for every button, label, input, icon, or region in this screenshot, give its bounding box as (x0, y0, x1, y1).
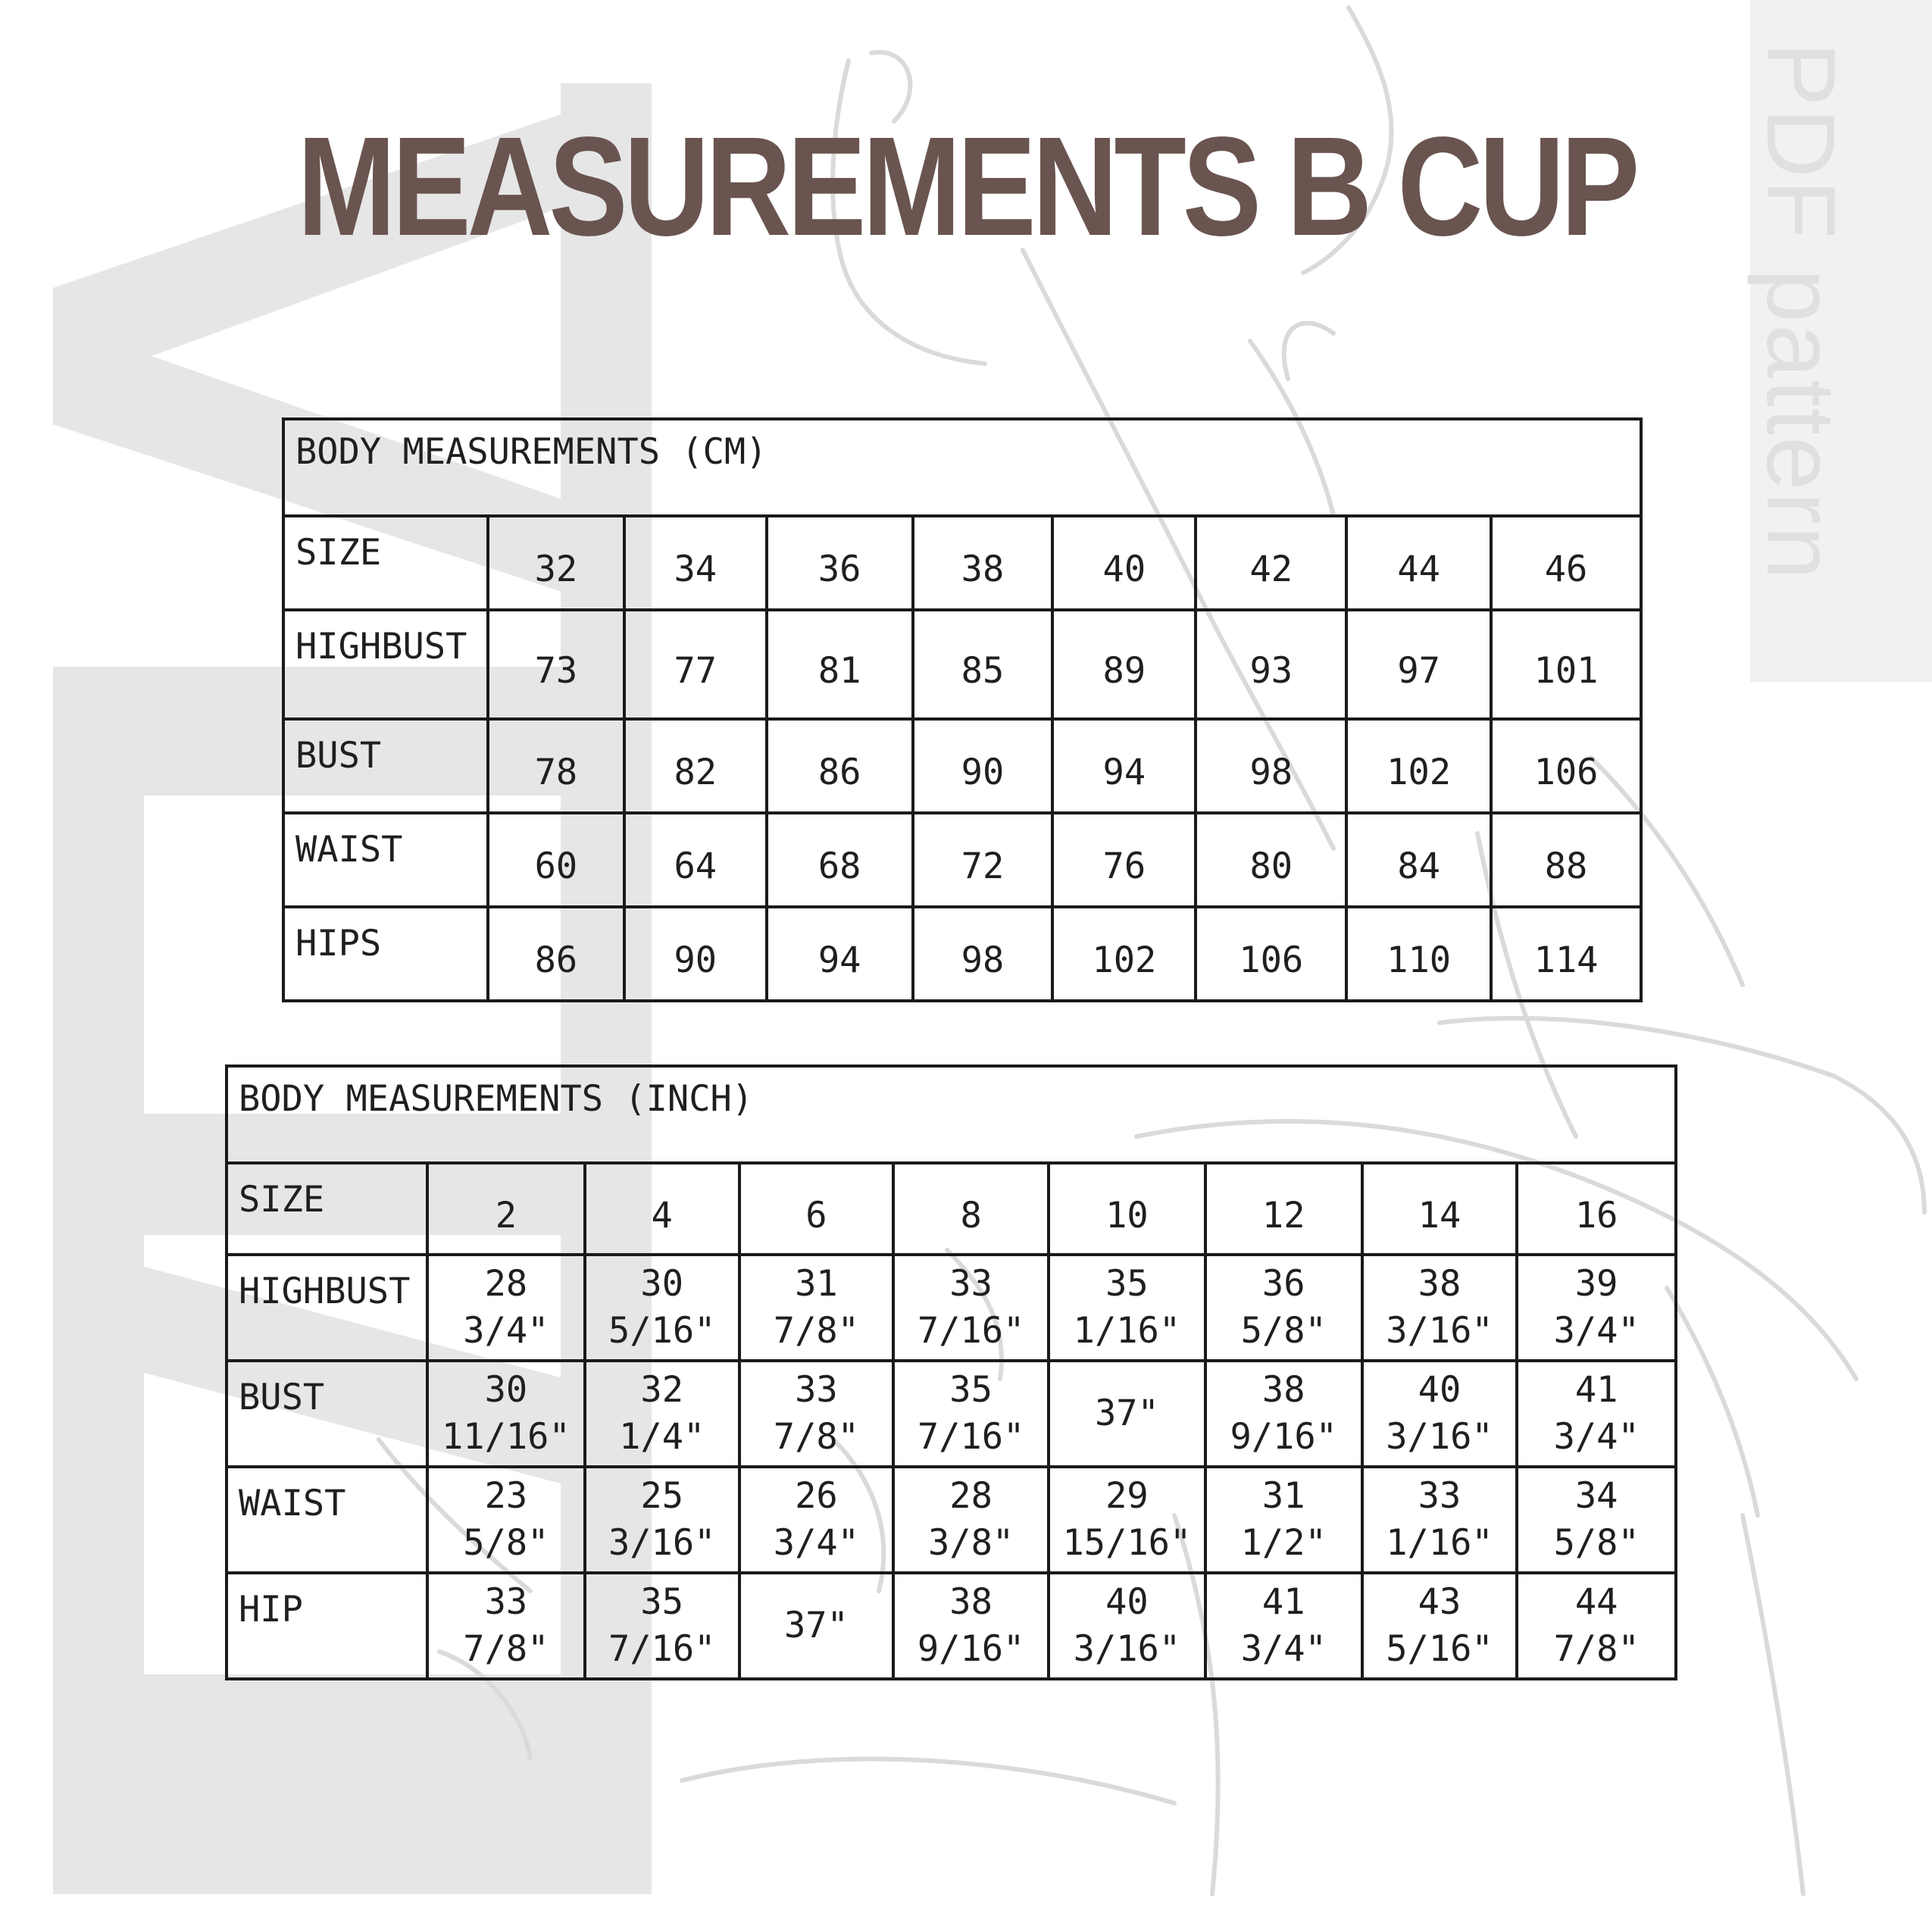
table-cell: 31 1/2" (1205, 1467, 1362, 1573)
table-cell: 98 (913, 907, 1053, 1001)
table-cell: 39 3/4" (1517, 1255, 1676, 1361)
table-cell: 36 (767, 516, 913, 610)
table-cell: 38 3/16" (1362, 1255, 1518, 1361)
table-cell: 34 5/8" (1517, 1467, 1676, 1573)
body-measurements-inch-table (225, 1064, 1677, 1680)
table-cell: 89 (1052, 610, 1196, 719)
table-cell: 73 (488, 610, 624, 719)
table-cell: 26 3/4" (739, 1467, 894, 1573)
table-cell: 28 3/4" (427, 1255, 585, 1361)
table-cell: 106 (1491, 719, 1641, 813)
table-row (283, 813, 1641, 907)
table-cell: 30 11/16" (427, 1361, 585, 1467)
table-cell: 84 (1346, 813, 1491, 907)
body-measurements-cm-table (282, 417, 1643, 1002)
table-row (283, 610, 1641, 719)
table-cell: 102 (1346, 719, 1491, 813)
table-cell: 41 3/4" (1205, 1573, 1362, 1679)
table-cell: 30 5/16" (585, 1255, 739, 1361)
page-title: MEASUREMENTS B CUP (297, 108, 1637, 265)
table-cell: 114 (1491, 907, 1641, 1001)
table-cell: 98 (1196, 719, 1346, 813)
table-cell: 72 (913, 813, 1053, 907)
row-label: HIPS (283, 907, 488, 1001)
table-cell: 35 1/16" (1049, 1255, 1205, 1361)
table-cell: 93 (1196, 610, 1346, 719)
table-row (227, 1255, 1676, 1361)
table-cell: 94 (1052, 719, 1196, 813)
table-cell: 40 (1052, 516, 1196, 610)
table-caption: BODY MEASUREMENTS (INCH) (227, 1066, 1676, 1163)
row-label: BUST (227, 1361, 427, 1467)
row-label: BUST (283, 719, 488, 813)
table-caption: BODY MEASUREMENTS (CM) (283, 419, 1641, 516)
table-cell: 85 (913, 610, 1053, 719)
table-cell: 43 5/16" (1362, 1573, 1518, 1679)
table-row (227, 1573, 1676, 1679)
table-cell: 82 (624, 719, 767, 813)
table-cell: 94 (767, 907, 913, 1001)
table-cell: 86 (488, 907, 624, 1001)
table-cell: 44 7/8" (1517, 1573, 1676, 1679)
table-cell: 46 (1491, 516, 1641, 610)
table-cell: 81 (767, 610, 913, 719)
table-cell: 44 (1346, 516, 1491, 610)
table-cell: 76 (1052, 813, 1196, 907)
table-cell: 68 (767, 813, 913, 907)
table-cell: 88 (1491, 813, 1641, 907)
table-row (227, 1467, 1676, 1573)
table-cell: 86 (767, 719, 913, 813)
table-cell: 97 (1346, 610, 1491, 719)
table-cell: 37" (1049, 1361, 1205, 1467)
table-cell: 33 7/8" (739, 1361, 894, 1467)
table-cell: 10 (1049, 1163, 1205, 1255)
table-cell: 36 5/8" (1205, 1255, 1362, 1361)
table-cell: 37" (739, 1573, 894, 1679)
table-cell: 16 (1517, 1163, 1676, 1255)
row-label: HIGHBUST (227, 1255, 427, 1361)
table-cell: 8 (893, 1163, 1049, 1255)
table-cell: 41 3/4" (1517, 1361, 1676, 1467)
table-cell: 78 (488, 719, 624, 813)
table-cell: 90 (913, 719, 1053, 813)
table-cell: 2 (427, 1163, 585, 1255)
table-cell: 64 (624, 813, 767, 907)
table-row (283, 907, 1641, 1001)
table-cell: 29 15/16" (1049, 1467, 1205, 1573)
table-cell: 102 (1052, 907, 1196, 1001)
table-cell: 77 (624, 610, 767, 719)
table-cell: 31 7/8" (739, 1255, 894, 1361)
row-label: WAIST (283, 813, 488, 907)
table-cell: 33 7/8" (427, 1573, 585, 1679)
table-cell: 14 (1362, 1163, 1518, 1255)
table-cell: 33 1/16" (1362, 1467, 1518, 1573)
row-label: HIP (227, 1573, 427, 1679)
row-label: HIGHBUST (283, 610, 488, 719)
table-cell: 23 5/8" (427, 1467, 585, 1573)
table-row (227, 1163, 1676, 1255)
table-cell: 34 (624, 516, 767, 610)
table-cell: 42 (1196, 516, 1346, 610)
pdf-pattern-label: PDF pattern (1746, 42, 1855, 582)
table-cell: 90 (624, 907, 767, 1001)
table-cell: 38 9/16" (1205, 1361, 1362, 1467)
table-cell: 60 (488, 813, 624, 907)
table-cell: 32 (488, 516, 624, 610)
table-cell: 35 7/16" (893, 1361, 1049, 1467)
table-cell: 25 3/16" (585, 1467, 739, 1573)
table-cell: 12 (1205, 1163, 1362, 1255)
table-cell: 40 3/16" (1362, 1361, 1518, 1467)
table-row (283, 516, 1641, 610)
table-cell: 33 7/16" (893, 1255, 1049, 1361)
table-cell: 6 (739, 1163, 894, 1255)
table-cell: 40 3/16" (1049, 1573, 1205, 1679)
table-row (227, 1361, 1676, 1467)
row-label: SIZE (227, 1163, 427, 1255)
table-cell: 4 (585, 1163, 739, 1255)
table-cell: 35 7/16" (585, 1573, 739, 1679)
table-cell: 110 (1346, 907, 1491, 1001)
table-cell: 38 9/16" (893, 1573, 1049, 1679)
row-label: SIZE (283, 516, 488, 610)
table-cell: 101 (1491, 610, 1641, 719)
table-cell: 28 3/8" (893, 1467, 1049, 1573)
table-cell: 106 (1196, 907, 1346, 1001)
table-cell: 80 (1196, 813, 1346, 907)
table-cell: 32 1/4" (585, 1361, 739, 1467)
table-row (283, 719, 1641, 813)
row-label: WAIST (227, 1467, 427, 1573)
table-cell: 38 (913, 516, 1053, 610)
